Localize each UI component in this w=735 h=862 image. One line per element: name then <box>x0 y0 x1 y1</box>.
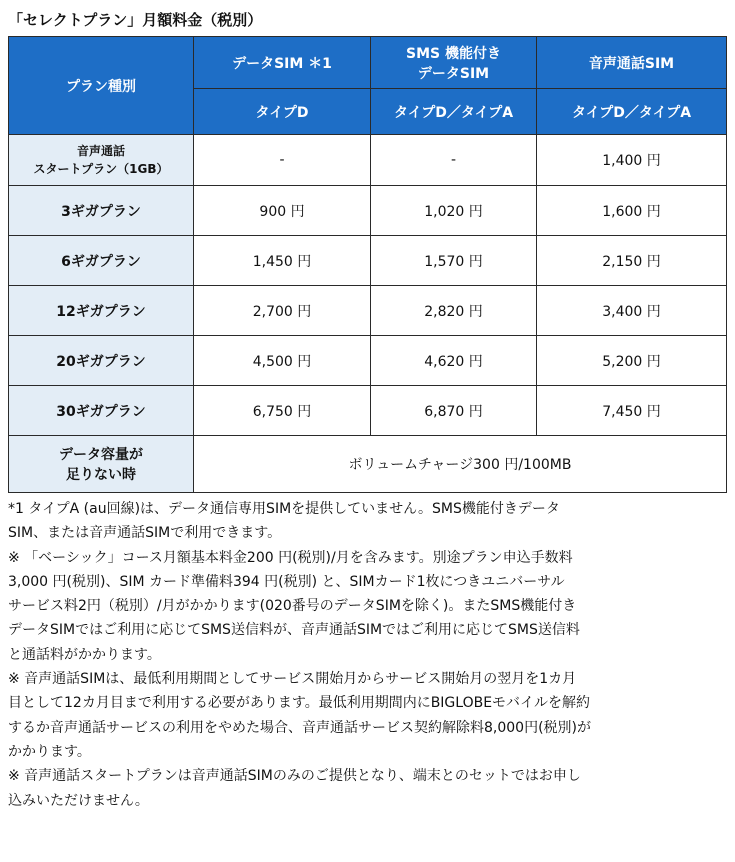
price-voice-sim: 3,400 円 <box>537 286 727 336</box>
row-plan-name <box>9 135 194 186</box>
price-data-sim: 1,450 円 <box>194 236 371 286</box>
notes <box>8 497 728 813</box>
header-data-sim: データSIM ＊1 <box>194 37 371 89</box>
table-row <box>9 186 727 236</box>
row-plan-name: 6ギガプラン <box>9 236 194 286</box>
note-line: 込みいただけません。 <box>8 792 149 809</box>
note-2 <box>8 546 728 667</box>
table-row <box>9 386 727 436</box>
note-line: かかります。 <box>8 743 91 760</box>
table-header-row <box>9 37 727 89</box>
price-data-sim: 6,750 円 <box>194 386 371 436</box>
row-plan-name: 3ギガプラン <box>9 186 194 236</box>
price-voice-sim: 2,150 円 <box>537 236 727 286</box>
note-4 <box>8 764 728 813</box>
header-sms-line1: SMS 機能付き <box>406 45 501 62</box>
plan-name-line1: 音声通話 <box>76 144 125 158</box>
price-sms-data-sim: - <box>371 135 537 186</box>
price-data-sim: 2,700 円 <box>194 286 371 336</box>
row-plan-name: 12ギガプラン <box>9 286 194 336</box>
header-plan-type: プラン種別 <box>9 37 194 135</box>
price-sms-data-sim: 6,870 円 <box>371 386 537 436</box>
note-line: 3,000 円(税別)、SIM カード準備料394 円(税別) と、SIMカード1枚につきユニバーサル <box>8 573 565 590</box>
subheader-type-da-sms: タイプD／タイプA <box>371 89 537 135</box>
note-line: ※ 音声通話スタートプランは音声通話SIMのみのご提供となり、端末とのセットではお申し <box>8 768 581 785</box>
table-row <box>9 236 727 286</box>
price-voice-sim: 1,600 円 <box>537 186 727 236</box>
note-1 <box>8 497 728 546</box>
subheader-type-da-voice: タイプD／タイプA <box>537 89 727 135</box>
page-title: 「セレクトプラン」月額料金（税別） <box>8 11 263 29</box>
shortage-label-line2: 足りない時 <box>66 467 136 483</box>
note-line: サービス料2円（税別）/月がかかります(020番号のデータSIMを除く)。またSMS機能付き <box>8 598 577 615</box>
table-row <box>9 336 727 386</box>
note-3 <box>8 667 728 764</box>
table-row <box>9 135 727 186</box>
note-line: 目として12カ月目まで利用する必要があります。最低利用期間内にBIGLOBEモバイルを解約 <box>8 695 591 712</box>
shortage-value: ボリュームチャージ300 円/100MB <box>194 436 727 493</box>
header-voice-sim: 音声通話SIM <box>537 37 727 89</box>
note-line: ※ 「ベーシック」コース月額基本料金200 円(税別)/月を含みます。別途プラン申込手数料 <box>8 549 573 566</box>
plan-name-line2: スタートプラン（1GB） <box>33 162 169 176</box>
table-row <box>9 286 727 336</box>
header-sms-line2: データSIM <box>417 65 490 82</box>
note-line: データSIMではご利用に応じてSMS送信料が、音声通話SIMではご利用に応じてSMS送信料 <box>8 622 580 639</box>
table-row-shortage <box>9 436 727 493</box>
price-data-sim: 900 円 <box>194 186 371 236</box>
price-voice-sim: 1,400 円 <box>537 135 727 186</box>
price-sms-data-sim: 2,820 円 <box>371 286 537 336</box>
price-voice-sim: 5,200 円 <box>537 336 727 386</box>
price-sms-data-sim: 1,020 円 <box>371 186 537 236</box>
row-plan-name: 30ギガプラン <box>9 386 194 436</box>
row-plan-name: 20ギガプラン <box>9 336 194 386</box>
shortage-label-line1: データ容量が <box>59 447 143 463</box>
header-sms-data-sim <box>371 37 537 89</box>
note-line: するか音声通話サービスの利用をやめた場合、音声通話サービス契約解除料8,000円(税別)が <box>8 719 592 736</box>
note-line: SIM、または音声通話SIMで利用できます。 <box>8 525 282 542</box>
price-sms-data-sim: 1,570 円 <box>371 236 537 286</box>
note-line: ※ 音声通話SIMは、最低利用期間としてサービス開始月からサービス開始月の翌月を1カ月 <box>8 671 577 688</box>
note-line: と通話料がかかります。 <box>8 646 161 663</box>
subheader-type-d: タイプD <box>194 89 371 135</box>
price-data-sim: 4,500 円 <box>194 336 371 386</box>
shortage-label <box>9 436 194 493</box>
price-data-sim: - <box>194 135 371 186</box>
price-voice-sim: 7,450 円 <box>537 386 727 436</box>
note-line: *1 タイプA (au回線)は、データ通信専用SIMを提供していません。SMS機能付きデータ <box>8 501 560 517</box>
price-sms-data-sim: 4,620 円 <box>371 336 537 386</box>
price-table <box>8 36 727 493</box>
